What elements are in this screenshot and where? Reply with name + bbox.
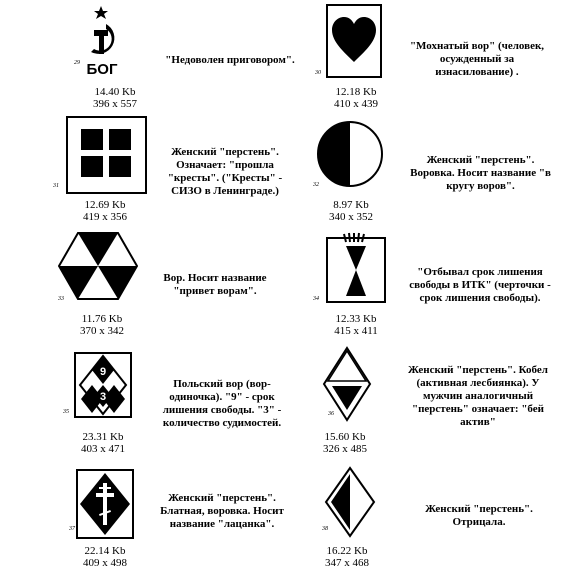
image-number: 36 [328,411,334,417]
hourglass-icon[interactable] [326,232,386,304]
hammer-sickle-bog-icon[interactable] [80,2,126,82]
image-number: 32 [313,182,319,188]
file-size: 11.76 Kb [81,313,123,325]
diamond-left-half-icon[interactable] [324,466,376,538]
tattoo-description: Польский вор (вор- одиночка). "9" - срок лишения свободы. "3" - количество судимостей. [162,378,282,429]
image-meta [68,431,138,455]
heart-icon[interactable] [326,4,382,78]
image-dimensions: 415 x 411 [334,325,378,337]
number-nine: 9 [99,366,107,378]
tattoo-description: Вор. Носит название "привет ворам". [163,272,267,297]
tattoo-description: Женский "перстень". Блатная, воровка. Носит название "лацанка". [160,492,284,530]
image-meta [70,199,140,223]
file-size: 15.60 Kb [324,431,366,443]
tattoo-description: Женский "перстень". Воровка. Носит название "в кругу воров". [410,154,551,192]
file-size: 22.14 Kb [84,545,126,557]
tattoo-description: "Недоволен приговором". [165,54,295,66]
file-size: 8.97 Kb [333,199,369,211]
image-meta [67,313,137,337]
image-number: 29 [74,60,80,66]
tattoo-description: "Мохнатый вор" (человек, осужденный за изнасилование) . [409,40,545,78]
diamond-cross-icon[interactable] [76,469,134,539]
image-dimensions: 396 x 557 [93,98,137,110]
image-number: 38 [322,526,328,532]
file-size: 12.33 Kb [335,313,377,325]
four-squares-icon[interactable] [66,116,147,194]
image-dimensions: 410 x 439 [334,98,378,110]
image-number: 30 [315,70,321,76]
image-dimensions: 409 x 498 [83,557,127,569]
image-meta [310,431,380,455]
file-size: 16.22 Kb [326,545,368,557]
image-number: 31 [53,183,59,189]
image-dimensions: 340 x 352 [329,211,373,223]
hexagon-triangles-icon[interactable] [58,232,138,300]
bog-text: БОГ [86,61,118,78]
image-meta [321,86,391,110]
diamond-9-3-icon[interactable] [74,352,132,418]
image-meta [316,199,386,223]
image-dimensions: 403 x 471 [81,443,125,455]
image-meta [80,86,150,110]
image-meta [312,545,382,569]
half-circle-icon[interactable] [316,120,384,188]
tattoo-description: Женский "перстень". Означает: "прошла "кресты". ("Кресты" - СИЗО в Ленинграде.) [167,146,283,197]
image-meta [70,545,140,569]
tattoo-description: "Отбывал срок лишения свободы в ИТК" (черточки - срок лишения свободы). [409,266,551,304]
image-dimensions: 370 x 342 [80,325,124,337]
file-size: 14.40 Kb [94,86,136,98]
number-three: 3 [99,391,107,403]
tattoo-description: Женский "перстень". Отрицала. [425,503,533,528]
file-size: 12.69 Kb [84,199,126,211]
image-dimensions: 419 x 356 [83,211,127,223]
image-meta [321,313,391,337]
image-number: 33 [58,296,64,302]
image-number: 35 [63,409,69,415]
image-dimensions: 347 x 468 [325,557,369,569]
file-size: 23.31 Kb [82,431,124,443]
tattoo-description: Женский "перстень". Кобел (активная лесбиянка). У мужчин аналогичный "перстень" означает: "бей актив" [408,364,548,428]
image-number: 37 [69,526,75,532]
image-number: 34 [313,296,319,302]
file-size: 12.18 Kb [335,86,377,98]
image-dimensions: 326 x 485 [323,443,367,455]
